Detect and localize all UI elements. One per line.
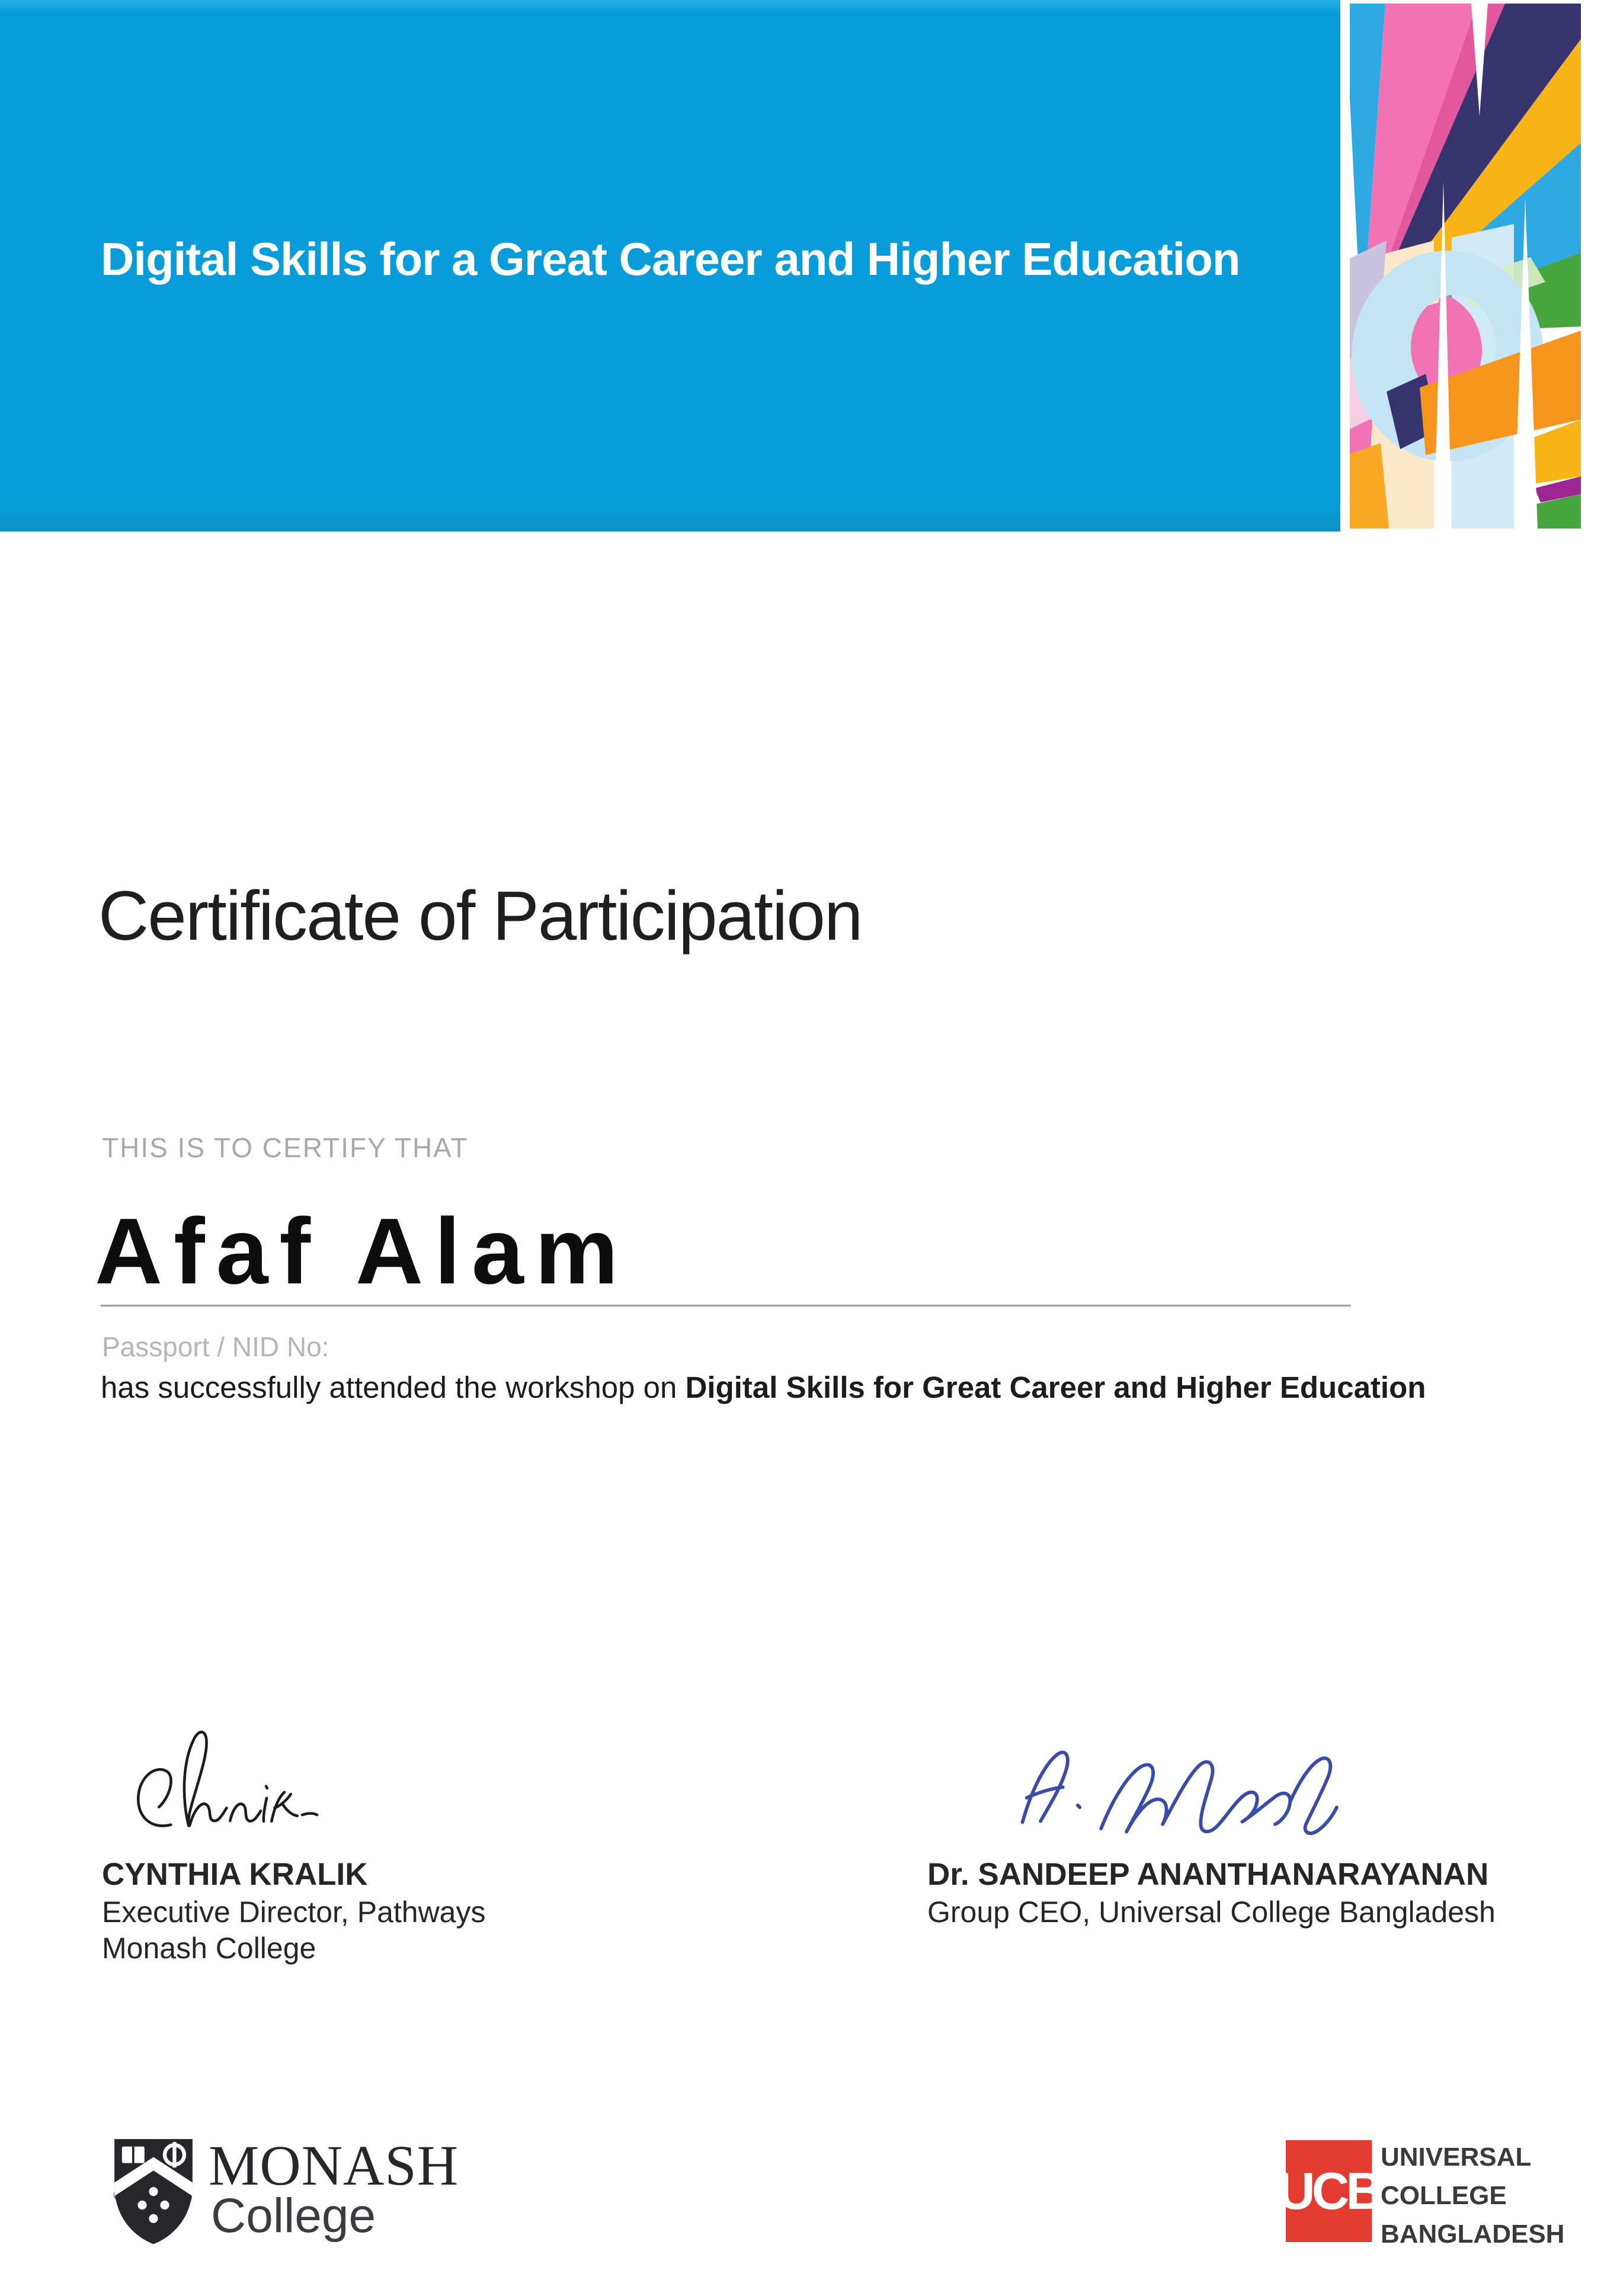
banner-title: Digital Skills for a Great Career and Higher Education xyxy=(101,233,1240,285)
name-underline xyxy=(101,1305,1351,1306)
body-prefix: has successfully attended the workshop on xyxy=(101,1370,686,1404)
certificate-body-text xyxy=(101,1370,1426,1405)
workshop-name: Digital Skills for Great Career and Higher Education xyxy=(685,1370,1426,1404)
ucb-line3: BANGLADESH xyxy=(1381,2220,1565,2249)
header-banner xyxy=(0,0,1340,531)
signatory-title: Executive Director, Pathways xyxy=(102,1895,486,1929)
passport-nid-label: Passport / NID No: xyxy=(102,1331,329,1362)
monash-crest-icon xyxy=(107,2136,200,2249)
signatory-name: Dr. SANDEEP ANANTHANARAYANAN xyxy=(927,1857,1489,1892)
signatory-name: CYNTHIA KRALIK xyxy=(102,1857,368,1892)
ucb-logo-text xyxy=(1381,2138,1564,2253)
signatory-organization: Monash College xyxy=(102,1931,316,1965)
brand-artwork-graphic xyxy=(1350,4,1581,529)
monash-college-wordmark: College xyxy=(211,2189,376,2243)
monash-college-logo xyxy=(107,2136,474,2255)
ucb-line2: COLLEGE xyxy=(1381,2181,1507,2211)
recipient-name: Afaf Alam xyxy=(95,1199,630,1304)
ucb-logo xyxy=(1278,2138,1582,2250)
certify-label: THIS IS TO CERTIFY THAT xyxy=(102,1132,469,1163)
cynthia-kralik-signature xyxy=(113,1723,421,1842)
signatory-block-right xyxy=(927,1856,1496,1930)
sandeep-signature xyxy=(972,1717,1375,1845)
signatory-block-left xyxy=(102,1856,486,1967)
monash-wordmark: MONASH xyxy=(209,2134,459,2197)
certificate-title: Certificate of Participation xyxy=(98,877,862,955)
ucb-line1: UNIVERSAL xyxy=(1381,2143,1532,2172)
signatory-title: Group CEO, Universal College Bangladesh xyxy=(927,1895,1496,1929)
ucb-abbr-icon: UCB xyxy=(1286,2140,1372,2242)
